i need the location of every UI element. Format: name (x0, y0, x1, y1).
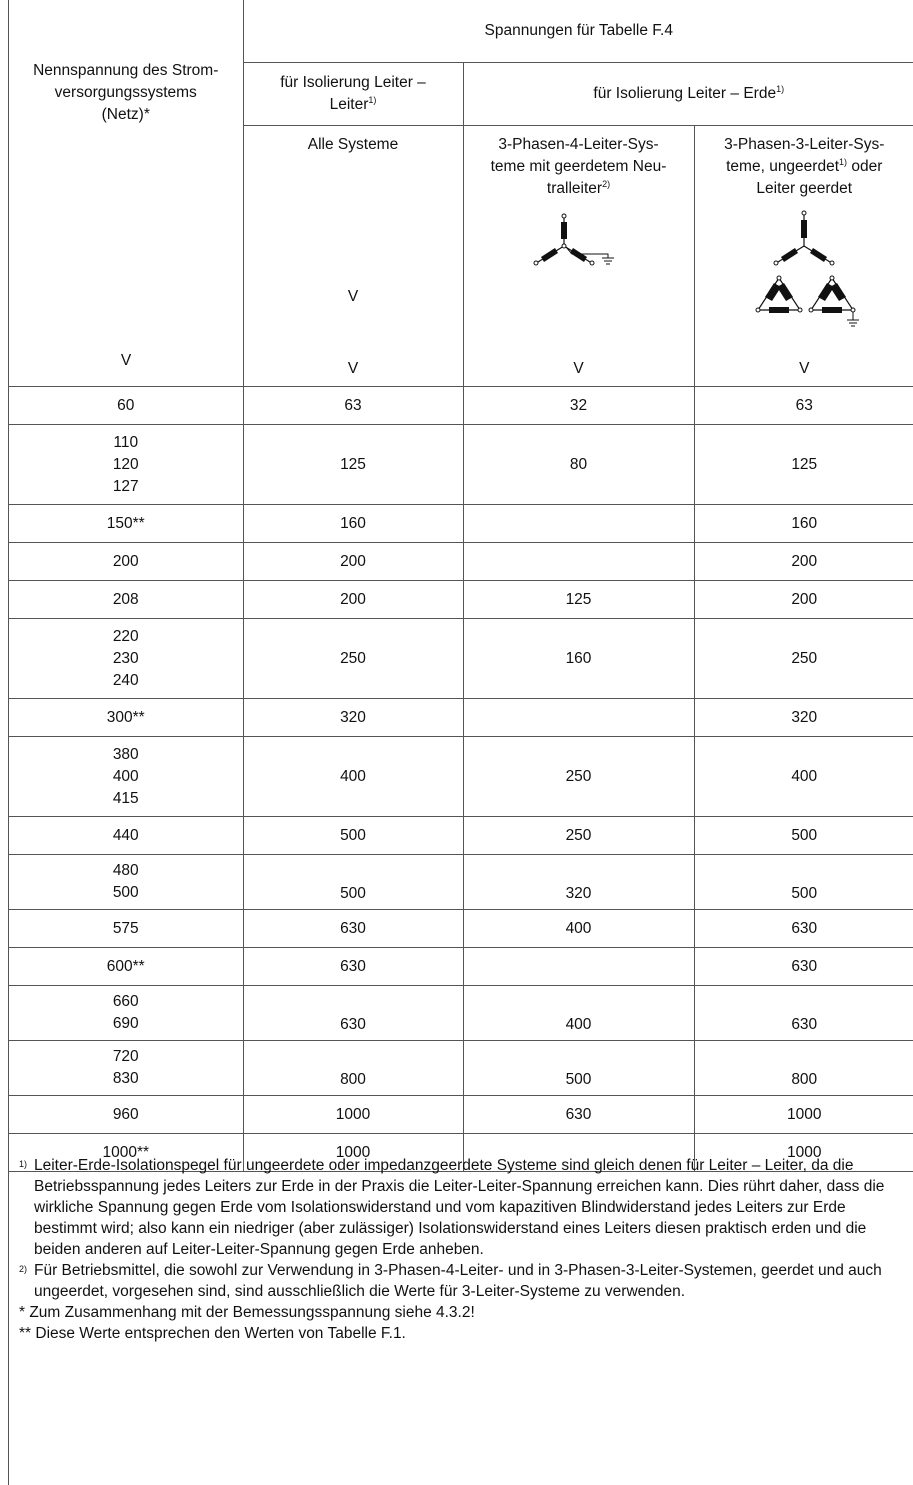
insulation-le-header (463, 63, 913, 126)
nominal-value: 120 (112, 455, 139, 473)
cell-nominal-voltage (9, 425, 243, 505)
footnote-double-star: ** Diese Werte entsprechen den Werten von Tabelle F.1. (19, 1325, 406, 1342)
nominal-value: 575 (112, 919, 139, 937)
cell-le-three-wire: 200 (694, 581, 913, 619)
cell-le-four-wire: 400 (463, 986, 694, 1041)
cell-le-three-wire: 200 (694, 543, 913, 581)
nominal-value: 1000** (102, 1143, 150, 1161)
nominal-value: 720 (112, 1048, 139, 1065)
nominal-value: 690 (112, 1015, 139, 1032)
four-wire-header (463, 126, 694, 387)
table-row (9, 737, 913, 817)
cell-ll-voltage: 63 (243, 387, 463, 425)
footnote-2 (19, 1260, 909, 1302)
nominal-value: 150** (106, 514, 145, 532)
unit-label: V (347, 360, 359, 377)
nominal-value: 60 (117, 396, 135, 414)
cell-le-four-wire: 320 (463, 855, 694, 910)
four-wire-line-2: teme mit geerdetem Neu- (490, 158, 667, 175)
cell-ll-voltage: 160 (243, 505, 463, 543)
cell-nominal-voltage (9, 581, 243, 619)
nominal-voltage-line-3: (Netz)* (101, 106, 150, 123)
cell-ll-voltage: 250 (243, 619, 463, 699)
four-wire-line-1: 3-Phasen-4-Leiter-Sys- (498, 136, 659, 153)
nominal-value: 400 (112, 767, 139, 785)
table-row (9, 699, 913, 737)
three-wire-line-2: teme, ungeerdet (726, 158, 840, 175)
insulation-le-text: für Isolierung Leiter – Erde (593, 85, 777, 102)
nominal-value: 830 (112, 1070, 139, 1087)
cell-le-three-wire: 500 (694, 855, 913, 910)
voltages-group-header: Spannungen für Tabelle F.4 (243, 0, 913, 63)
unit-label: V (573, 360, 584, 377)
cell-le-three-wire: 630 (694, 910, 913, 948)
cell-le-three-wire: 800 (694, 1041, 913, 1096)
cell-le-four-wire (463, 505, 694, 543)
cell-le-four-wire (463, 699, 694, 737)
cell-nominal-voltage (9, 1096, 243, 1134)
nominal-value: 208 (112, 590, 139, 608)
nominal-value: 500 (112, 884, 139, 901)
unit-label: V (347, 288, 359, 305)
cell-le-four-wire: 250 (463, 737, 694, 817)
table-row (9, 581, 913, 619)
cell-le-three-wire: 250 (694, 619, 913, 699)
cell-le-three-wire: 630 (694, 986, 913, 1041)
cell-ll-voltage: 1000 (243, 1096, 463, 1134)
voltage-table (9, 0, 913, 1172)
cell-le-three-wire: 160 (694, 505, 913, 543)
nominal-value: 240 (112, 671, 139, 689)
table-row (9, 855, 913, 910)
table-row (9, 986, 913, 1041)
table-row (9, 425, 913, 505)
three-wire-header (694, 126, 913, 387)
unit-label: V (799, 360, 810, 377)
cell-le-three-wire: 400 (694, 737, 913, 817)
three-wire-line-4: Leiter geerdet (756, 180, 853, 197)
cell-nominal-voltage (9, 1041, 243, 1096)
nominal-value: 380 (112, 745, 139, 763)
cell-nominal-voltage (9, 817, 243, 855)
footnote-ref: 2) (602, 179, 611, 189)
cell-le-four-wire: 125 (463, 581, 694, 619)
cell-le-three-wire: 125 (694, 425, 913, 505)
cell-nominal-voltage (9, 387, 243, 425)
cell-le-three-wire: 500 (694, 817, 913, 855)
three-wire-line-1: 3-Phasen-3-Leiter-Sys- (724, 136, 885, 153)
cell-ll-voltage: 630 (243, 986, 463, 1041)
cell-ll-voltage: 630 (243, 948, 463, 986)
cell-nominal-voltage (9, 699, 243, 737)
table-row (9, 387, 913, 425)
table-row (9, 505, 913, 543)
footnote-mark: 2) (19, 1264, 28, 1274)
cell-le-four-wire (463, 948, 694, 986)
cell-nominal-voltage (9, 619, 243, 699)
cell-nominal-voltage (9, 737, 243, 817)
cell-ll-voltage: 1000 (243, 1134, 463, 1172)
cell-nominal-voltage (9, 543, 243, 581)
nominal-value: 200 (112, 552, 139, 570)
nominal-value: 660 (112, 993, 139, 1010)
footnote-1-text: Leiter-Erde-Isolationspegel für ungeerdete oder impedanzgeerdete Systeme sind gleich denen für Leiter – Leiter, da die Betriebsspannung jedes Leiters zur Erde in der Praxis die Leiter-Leiter-Spannung erreichen kann. Dies rührt daher, dass die wirkliche Spannung gegen Erde vom Isolationswiderstand und vom kapazitiven Blindwiderstand jedes Leiters zur Erde bestimmt wird; also kann ein niedriger (aber zulässiger) Isolationswiderstand eines Leiters diesen praktisch erden und die beiden anderen auf Leiter-Leiter-Spannung gegen Erde anheben. (34, 1157, 885, 1258)
nominal-value: 300** (106, 708, 145, 726)
three-wire-line-3: oder (851, 158, 883, 175)
cell-nominal-voltage (9, 986, 243, 1041)
table-row (9, 910, 913, 948)
footnote-star: * Zum Zusammenhang mit der Bemessungsspannung siehe 4.3.2! (19, 1304, 475, 1321)
table-row (9, 817, 913, 855)
insulation-ll-text: für Isolierung Leiter – (280, 74, 426, 91)
cell-ll-voltage: 800 (243, 1041, 463, 1096)
nominal-value: 110 (113, 433, 139, 451)
all-systems-header (243, 126, 463, 387)
cell-ll-voltage: 630 (243, 910, 463, 948)
delta-ungrounded-icon (756, 276, 802, 313)
cell-le-three-wire: 1000 (694, 1096, 913, 1134)
cell-le-four-wire: 80 (463, 425, 694, 505)
cell-ll-voltage: 500 (243, 817, 463, 855)
insulation-ll-header (243, 63, 463, 126)
unit-label: V (120, 352, 132, 369)
cell-ll-voltage: 320 (243, 699, 463, 737)
table-row (9, 1096, 913, 1134)
footnote-mark: 1) (19, 1159, 28, 1169)
cell-ll-voltage: 200 (243, 581, 463, 619)
nominal-voltage-header (9, 0, 243, 387)
cell-le-four-wire: 500 (463, 1041, 694, 1096)
nominal-voltage-line-2: versorgungssystems (54, 84, 197, 101)
insulation-ll-text-2: Leiter (329, 96, 369, 113)
footnote-ref: 1) (368, 95, 377, 105)
nominal-voltage-line-1: Nennspannung des Strom- (33, 62, 219, 79)
cell-ll-voltage: 200 (243, 543, 463, 581)
footnote-ref: 1) (776, 84, 785, 94)
nominal-value: 220 (112, 627, 139, 645)
nominal-value: 127 (112, 477, 139, 495)
star-ungrounded-icon (774, 211, 834, 265)
footnote-ref: 1) (839, 157, 848, 167)
cell-ll-voltage: 400 (243, 737, 463, 817)
cell-le-three-wire: 1000 (694, 1134, 913, 1172)
nominal-value: 600** (106, 957, 145, 975)
cell-le-three-wire: 630 (694, 948, 913, 986)
nominal-value: 960 (112, 1105, 139, 1123)
cell-le-four-wire: 400 (463, 910, 694, 948)
cell-nominal-voltage (9, 505, 243, 543)
cell-nominal-voltage (9, 910, 243, 948)
nominal-value: 480 (112, 862, 139, 879)
table-row (9, 948, 913, 986)
cell-le-four-wire: 160 (463, 619, 694, 699)
cell-le-four-wire: 630 (463, 1096, 694, 1134)
nominal-value: 440 (112, 826, 139, 844)
four-wire-line-3: tralleiter (546, 180, 603, 197)
three-wire-symbols-icon (734, 208, 874, 338)
table-row (9, 619, 913, 699)
cell-nominal-voltage (9, 948, 243, 986)
footnotes (19, 1155, 909, 1344)
star-with-grounded-neutral-icon (524, 210, 634, 280)
table-row (9, 543, 913, 581)
footnote-2-text: Für Betriebsmittel, die sowohl zur Verwendung in 3-Phasen-4-Leiter- und in 3-Phasen-3-Leiter-Systemen, geerdet und auch ungeerdet, vorgesehen sind, sind ausschließlich die Werte für 3-Leiter-Systeme zu verwenden. (34, 1262, 882, 1300)
document-page (8, 0, 913, 1485)
cell-le-four-wire: 250 (463, 817, 694, 855)
nominal-value: 415 (112, 789, 139, 807)
delta-grounded-corner-icon (809, 276, 859, 326)
cell-le-three-wire: 63 (694, 387, 913, 425)
table-row (9, 1041, 913, 1096)
cell-le-four-wire (463, 543, 694, 581)
cell-nominal-voltage (9, 855, 243, 910)
cell-ll-voltage: 500 (243, 855, 463, 910)
cell-ll-voltage: 125 (243, 425, 463, 505)
cell-le-four-wire: 32 (463, 387, 694, 425)
footnote-1 (19, 1155, 909, 1260)
nominal-value: 230 (112, 649, 139, 667)
all-systems-text: Alle Systeme (307, 136, 399, 153)
cell-le-three-wire: 320 (694, 699, 913, 737)
